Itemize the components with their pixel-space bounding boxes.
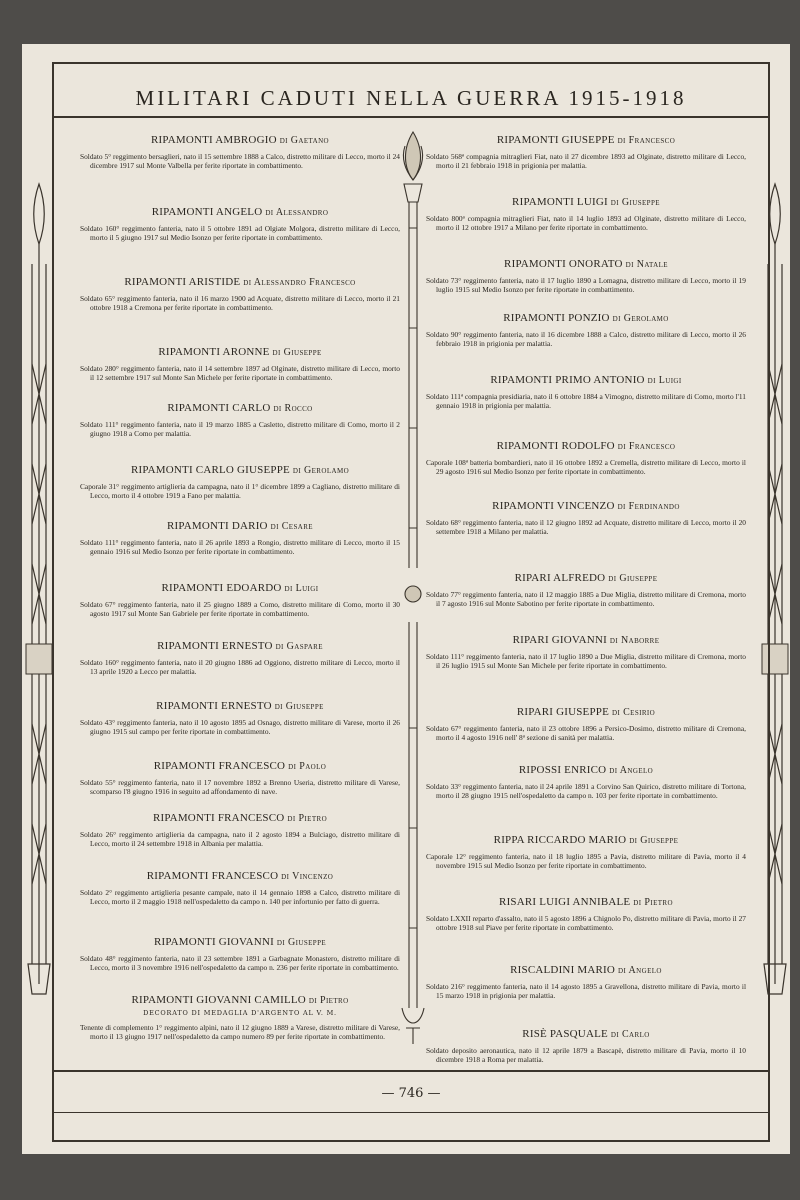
soldier-surname-given-name: RISCALDINI MARIO <box>510 964 616 976</box>
fallen-soldier-entry <box>80 812 400 849</box>
soldier-father-name: di Gerolamo <box>612 313 669 324</box>
fallen-soldier-entry <box>426 196 746 233</box>
soldier-surname-given-name: RIPAMONTI ONORATO <box>504 258 623 270</box>
fallen-soldier-entry <box>80 206 400 243</box>
soldier-name <box>426 134 746 146</box>
soldier-surname-given-name: RIPARI ALFREDO <box>514 572 606 584</box>
soldier-surname-given-name: RISARI LUIGI ANNIBALE <box>499 896 631 908</box>
fallen-soldier-entry <box>426 374 746 411</box>
soldier-surname-given-name: RIPAMONTI LUIGI <box>512 196 608 208</box>
center-torch-ornament <box>396 128 430 1048</box>
soldier-biography: Soldato 111° reggimento fanteria, nato il 17 luglio 1890 a Due Miglia, distretto militare di Cremona, morto il 26 luglio 1915 sul Monte San Michele per ferite riportate in combattimento. <box>426 652 746 670</box>
soldier-surname-given-name: RIPAMONTI ANGELO <box>151 206 263 218</box>
footer-rule <box>54 1112 768 1113</box>
soldier-father-name: di Francesco <box>617 441 676 452</box>
soldier-father-name: di Giuseppe <box>610 197 660 208</box>
soldier-father-name: di Rocco <box>273 403 313 414</box>
soldier-surname-given-name: RIPAMONTI RODOLFO <box>496 440 615 452</box>
fallen-soldier-entry <box>426 258 746 295</box>
soldier-father-name: di Giuseppe <box>274 701 324 712</box>
soldier-surname-given-name: RIPAMONTI ARONNE <box>158 346 270 358</box>
document-page <box>22 44 790 1154</box>
soldier-father-name: di Luigi <box>647 375 682 386</box>
soldier-biography: Soldato 216° reggimento fanteria, nato il 14 agosto 1895 a Gravellona, distretto militare di Pavia, morto il 15 marzo 1918 in prigionia per malattia. <box>426 982 746 1000</box>
soldier-father-name: di Angelo <box>618 965 662 976</box>
soldier-biography: Soldato 26° reggimento artiglieria da campagna, nato il 2 agosto 1894 a Bulciago, distretto militare di Lecco, morto il 24 settembre 1918 in Albania per malattia. <box>80 830 400 848</box>
fallen-soldier-entry <box>80 134 400 171</box>
soldier-surname-given-name: RIPAMONTI FRANCESCO <box>152 812 285 824</box>
soldier-biography: Soldato 55° reggimento fanteria, nato il 17 novembre 1892 a Brenno Useria, distretto militare di Varese, scomparso l'8 giugno 1916 in seguito ad affondamento di nave. <box>80 778 400 796</box>
soldier-name <box>80 640 400 652</box>
soldier-name <box>80 760 400 772</box>
fallen-soldier-entry <box>426 500 746 537</box>
soldier-surname-given-name: RIPARI GIOVANNI <box>512 634 607 646</box>
soldier-father-name: di Giuseppe <box>272 347 322 358</box>
soldier-surname-given-name: RIPAMONTI FRANCESCO <box>146 870 279 882</box>
left-torch-ornament <box>24 164 54 1004</box>
soldier-father-name: di Natale <box>625 259 668 270</box>
soldier-father-name: di Pietro <box>633 897 673 908</box>
soldier-father-name: di Vincenzo <box>281 871 334 882</box>
soldier-surname-given-name: RIPAMONTI PRIMO ANTONIO <box>490 374 645 386</box>
soldier-biography: Soldato 77° reggimento fanteria, nato il 12 maggio 1885 a Due Miglia, distretto militare di Cremona, morto il 7 agosto 1916 sul Monte Sabotino per ferite riportate in combattimento. <box>426 590 746 608</box>
soldier-name <box>426 440 746 452</box>
soldier-biography: Caporale 12° reggimento fanteria, nato il 18 luglio 1895 a Pavia, distretto militare di Pavia, morto il 4 novembre 1915 sul Medio Isonzo per ferite riportate in combattimento. <box>426 852 746 870</box>
soldier-father-name: di Giuseppe <box>608 573 658 584</box>
soldier-biography: Soldato 65° reggimento fanteria, nato il 16 marzo 1900 ad Acquate, distretto militare di Lecco, morto il 21 ottobre 1918 a Cremona per ferite riportate in combattimento. <box>80 294 400 312</box>
soldier-name <box>426 258 746 270</box>
soldier-name <box>426 196 746 208</box>
soldier-father-name: di Giuseppe <box>276 937 327 948</box>
soldier-name <box>80 464 400 476</box>
soldier-surname-given-name: RISÈ PASQUALE <box>522 1028 608 1040</box>
soldier-biography: Soldato deposito aeronautica, nato il 12 aprile 1879 a Bascapè, distretto militare di Pavia, morto il 10 dicembre 1918 a Roma per malattia. <box>426 1046 746 1064</box>
soldier-biography: Soldato 5° reggimento bersaglieri, nato il 15 settembre 1888 a Calco, distretto militare di Lecco, morto il 24 dicembre 1917 sul Monte Valbella per ferite riportate in combattimento. <box>80 152 400 170</box>
soldier-biography: Soldato 568ª compagnia mitraglieri Fiat, nato il 27 dicembre 1893 ad Olginate, distretto militare di Lecco, morto il 21 febbraio 1918 in prigionia per malattia. <box>426 152 746 170</box>
soldier-father-name: di Luigi <box>284 583 319 594</box>
page-footer <box>54 1070 768 1140</box>
soldier-father-name: di Gerolamo <box>292 465 350 476</box>
soldier-father-name: di Paolo <box>288 761 327 772</box>
soldier-name <box>426 964 746 976</box>
soldier-name <box>80 206 400 218</box>
soldier-name <box>80 276 400 288</box>
fallen-soldier-entry <box>426 896 746 933</box>
soldier-biography: Soldato 800ª compagnia mitraglieri Fiat, nato il 14 luglio 1893 ad Olginate, distretto militare di Lecco, morto il 12 ottobre 1917 a Milano per ferite riportate in combattimento. <box>426 214 746 232</box>
soldier-biography: Soldato 67° reggimento fanteria, nato il 23 ottobre 1896 a Persico-Dosimo, distretto militare di Cremona, morto il 4 agosto 1916 nell' 8ª sezione di sanità per malattia. <box>426 724 746 742</box>
fallen-soldier-entry <box>426 572 746 609</box>
soldier-biography: Soldato 280° reggimento fanteria, nato il 14 settembre 1897 ad Olginate, distretto militare di Lecco, morto il 12 settembre 1917 sul Monte San Michele per ferite riportate in combattimento. <box>80 364 400 382</box>
soldier-name <box>426 706 746 718</box>
soldier-surname-given-name: RIPAMONTI GIOVANNI CAMILLO <box>131 994 306 1006</box>
soldier-name <box>80 346 400 358</box>
soldier-name <box>426 500 746 512</box>
fallen-soldier-entry <box>426 834 746 871</box>
soldier-name <box>426 634 746 646</box>
soldier-name <box>80 870 400 882</box>
soldier-surname-given-name: RIPOSSI ENRICO <box>518 764 607 776</box>
soldier-surname-given-name: RIPAMONTI AMBROGIO <box>150 134 277 146</box>
soldier-surname-given-name: RIPPA RICCARDO MARIO <box>493 834 627 846</box>
soldier-biography: Soldato 160° reggimento fanteria, nato il 5 ottobre 1891 ad Olgiate Molgora, distretto militare di Lecco, morto il 5 giugno 1917 sul Medio Isonzo per ferite riportate in combattimento. <box>80 224 400 242</box>
soldier-surname-given-name: RIPAMONTI ARISTIDE <box>124 276 241 288</box>
soldier-name <box>80 582 400 594</box>
soldier-father-name: di Pietro <box>308 995 349 1006</box>
fallen-soldier-entry <box>80 402 400 439</box>
soldier-father-name: di Francesco <box>617 135 676 146</box>
page-title: MILITARI CADUTI NELLA GUERRA 1915-1918 <box>135 86 687 110</box>
soldier-surname-given-name: RIPAMONTI DARIO <box>167 520 268 532</box>
soldier-biography: Soldato 111° reggimento fanteria, nato il 26 aprile 1893 a Rongio, distretto militare di Lecco, morto il 15 gennaio 1916 sul Medio Isonzo per ferite riportate in combattimento. <box>80 538 400 556</box>
fallen-soldier-entry <box>426 964 746 1001</box>
fallen-soldier-entry <box>80 640 400 677</box>
soldier-surname-given-name: RIPAMONTI FRANCESCO <box>153 760 286 772</box>
soldier-father-name: di Cesirio <box>611 707 656 718</box>
soldier-father-name: di Pietro <box>287 813 328 824</box>
soldier-father-name: di Ferdinando <box>617 501 680 512</box>
soldier-father-name: di Angelo <box>609 765 654 776</box>
soldier-surname-given-name: RIPAMONTI ERNESTO <box>157 640 273 652</box>
soldier-surname-given-name: RIPAMONTI GIOVANNI <box>153 936 274 948</box>
soldier-biography: Soldato 160° reggimento fanteria, nato il 20 giugno 1886 ad Oggiono, distretto militare di Lecco, morto il 13 aprile 1920 a Lecco per malattia. <box>80 658 400 676</box>
page-number: — 746 — <box>381 1086 441 1101</box>
soldier-surname-given-name: RIPAMONTI VINCENZO <box>492 500 615 512</box>
fallen-soldier-entry <box>426 1028 746 1065</box>
soldier-father-name: di Alessandro Francesco <box>243 277 356 288</box>
soldier-name <box>426 374 746 386</box>
soldier-biography: Soldato 67° reggimento fanteria, nato il 25 giugno 1889 a Como, distretto militare di Como, morto il 30 agosto 1917 sul Monte San Gabriele per ferite riportate in combattimento. <box>80 600 400 618</box>
fallen-soldier-entry <box>426 440 746 477</box>
fallen-soldier-entry <box>426 706 746 743</box>
fallen-soldier-entry <box>80 936 400 973</box>
soldier-name <box>80 700 400 712</box>
fallen-soldier-entry <box>426 764 746 801</box>
soldier-biography: Tenente di complemento 1° reggimento alpini, nato il 12 giugno 1889 a Varese, distretto militare di Varese, morto il 13 giugno 1917 nell'ospedaletto da campo numero 89 per ferite riportate in combattimento. <box>80 1023 400 1041</box>
page-header <box>54 64 768 118</box>
soldier-biography: Soldato 68° reggimento fanteria, nato il 12 giugno 1892 ad Acquate, distretto militare di Lecco, morto il 20 settembre 1918 a Milano per malattia. <box>426 518 746 536</box>
soldier-name <box>80 936 400 948</box>
fallen-soldier-entry <box>80 994 400 1042</box>
fallen-soldier-entry <box>80 582 400 619</box>
soldier-father-name: di Carlo <box>610 1029 650 1040</box>
soldier-biography: Soldato 43° reggimento fanteria, nato il 10 agosto 1895 ad Osnago, distretto militare di Varese, morto il 26 giugno 1915 sul campo per ferite riportate in combattimento. <box>80 718 400 736</box>
soldier-surname-given-name: RIPAMONTI PONZIO <box>503 312 610 324</box>
soldier-name <box>426 896 746 908</box>
soldier-father-name: di Gaspare <box>275 641 323 652</box>
soldier-name <box>80 520 400 532</box>
soldier-biography: Soldato 90° reggimento fanteria, nato il 16 dicembre 1888 a Calco, distretto militare di Lecco, morto il 26 febbraio 1918 in prigionia per malattia. <box>426 330 746 348</box>
soldier-surname-given-name: RIPAMONTI GIUSEPPE <box>496 134 615 146</box>
soldier-biography: Soldato 111ª compagnia presidiaria, nato il 6 ottobre 1884 a Vimogno, distretto militare di Como, morto l'11 gennaio 1918 in prigionia per malattia. <box>426 392 746 410</box>
fallen-soldier-entry <box>80 276 400 313</box>
fallen-soldier-entry <box>80 700 400 737</box>
soldier-surname-given-name: RIPAMONTI CARLO GIUSEPPE <box>130 464 290 476</box>
fallen-soldier-entry <box>80 520 400 557</box>
soldier-biography: Soldato 33° reggimento fanteria, nato il 24 aprile 1891 a Corvino San Quirico, distretto militare di Tortona, morto il 28 giugno 1915 nell'ospedaletto da campo n. 103 per ferite riportate in combattimento. <box>426 782 746 800</box>
soldier-surname-given-name: RIPAMONTI ERNESTO <box>156 700 272 712</box>
soldier-biography: Soldato 2° reggimento artiglieria pesante campale, nato il 14 gennaio 1898 a Calco, distretto militare di Lecco, morto il 2 maggio 1918 nell'ospedaletto da campo n. 140 per infortunio per fatto di guerra. <box>80 888 400 906</box>
soldier-name <box>80 134 400 146</box>
soldier-name <box>80 402 400 414</box>
fallen-soldier-entry <box>426 134 746 171</box>
soldier-name <box>426 312 746 324</box>
soldier-biography: Soldato LXXII reparto d'assalto, nato il 5 agosto 1896 a Chignolo Po, distretto militare di Pavia, morto il 27 ottobre 1918 sul Piave per ferite riportate in combattimento. <box>426 914 746 932</box>
soldier-name <box>426 764 746 776</box>
soldier-name <box>426 834 746 846</box>
soldier-surname-given-name: RIPAMONTI CARLO <box>167 402 271 414</box>
soldier-decoration: DECORATO DI MEDAGLIA D'ARGENTO AL V. M. <box>143 1009 337 1017</box>
soldier-biography: Caporale 108ª batteria bombardieri, nato il 16 ottobre 1892 a Cremella, distretto militare di Lecco, morto il 29 agosto 1916 sul Medio Isonzo per ferite riportate in combattimento. <box>426 458 746 476</box>
soldier-father-name: di Gaetano <box>279 135 330 146</box>
soldier-father-name: di Giuseppe <box>629 835 679 846</box>
fallen-soldier-entry <box>80 464 400 501</box>
page-frame <box>52 62 770 1142</box>
soldier-biography: Soldato 111° reggimento fanteria, nato il 19 marzo 1885 a Casletto, distretto militare di Como, morto il 2 giugno 1918 a Como per malattia. <box>80 420 400 438</box>
soldier-surname-given-name: RIPARI GIUSEPPE <box>516 706 610 718</box>
soldier-biography: Caporale 31° reggimento artiglieria da campagna, nato il 1° dicembre 1899 a Cagliano, distretto militare di Lecco, morto il 4 ottobre 1919 a Fano per malattia. <box>80 482 400 500</box>
soldier-name <box>426 572 746 584</box>
soldier-father-name: di Alessandro <box>265 207 329 218</box>
soldier-name <box>80 994 400 1006</box>
soldier-name <box>426 1028 746 1040</box>
fallen-soldier-entry <box>80 870 400 907</box>
fallen-soldier-entry <box>426 634 746 671</box>
soldier-father-name: di Naborre <box>609 635 660 646</box>
soldier-biography: Soldato 73° reggimento fanteria, nato il 17 luglio 1890 a Lomagna, distretto militare di Lecco, morto il 19 luglio 1915 sul Medio Isonzo per ferite riportate in combattimento. <box>426 276 746 294</box>
fallen-soldier-entry <box>80 760 400 797</box>
soldier-surname-given-name: RIPAMONTI EDOARDO <box>161 582 282 594</box>
fallen-soldier-entry <box>80 346 400 383</box>
soldier-biography: Soldato 48° reggimento fanteria, nato il 23 settembre 1891 a Garbagnate Monastero, distretto militare di Lecco, morto il 3 novembre 1916 nell'ospedaletto da campo n. 236 per ferite riportate in combattimento. <box>80 954 400 972</box>
soldier-father-name: di Cesare <box>270 521 313 532</box>
fallen-soldier-entry <box>426 312 746 349</box>
soldier-name <box>80 812 400 824</box>
